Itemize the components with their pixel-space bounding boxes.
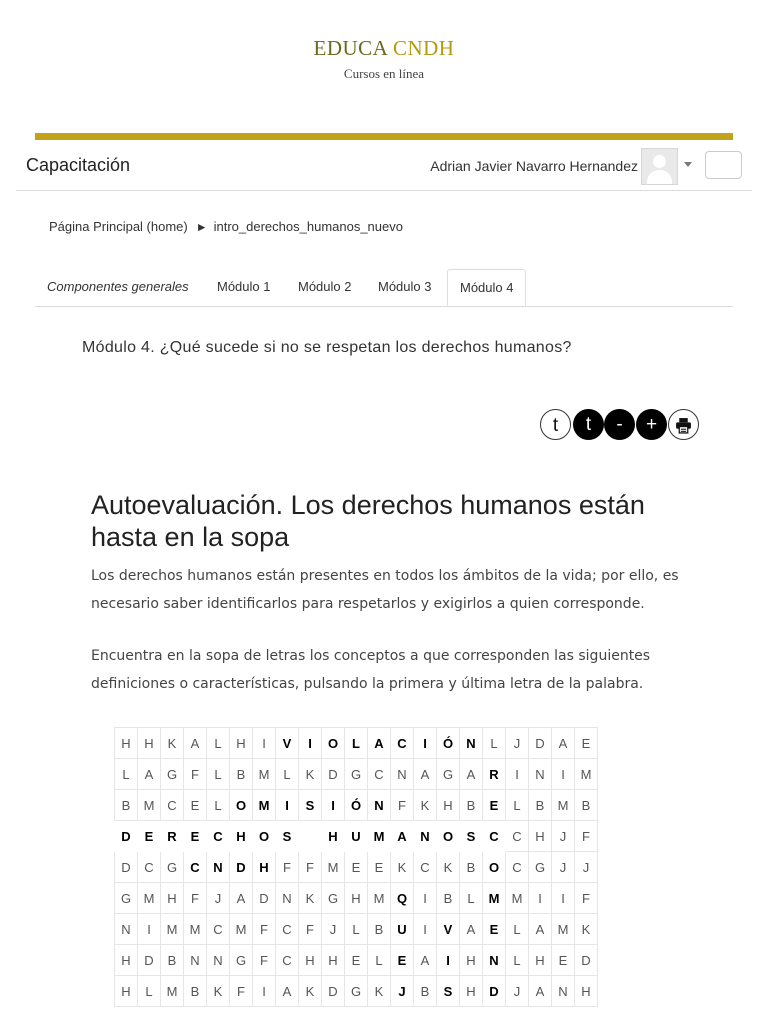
word-search-cell[interactable]: C <box>207 914 230 945</box>
word-search-cell[interactable]: A <box>414 759 437 790</box>
word-search-cell[interactable]: O <box>442 828 454 844</box>
module-tabs <box>35 269 733 307</box>
word-search-cell[interactable]: H <box>161 883 184 914</box>
word-search-cell[interactable]: E <box>483 914 506 945</box>
word-search-cell[interactable]: I <box>552 759 575 790</box>
word-search-cell[interactable]: I <box>506 759 529 790</box>
word-search-cell[interactable]: G <box>230 945 253 976</box>
word-search-cell[interactable]: F <box>575 821 598 852</box>
word-search-cell[interactable]: I <box>437 945 460 976</box>
word-search-cell[interactable]: V <box>276 728 299 759</box>
word-search-cell[interactable]: H <box>322 945 345 976</box>
word-search-cell[interactable]: G <box>529 852 552 883</box>
word-search-cell[interactable]: H <box>253 852 276 883</box>
word-search-cell[interactable]: H <box>236 828 246 844</box>
tab-modulo-3[interactable]: Módulo 3 <box>378 279 432 294</box>
word-search-cell[interactable]: U <box>351 828 361 844</box>
word-search-cell[interactable]: C <box>276 945 299 976</box>
word-search-cell[interactable]: H <box>328 828 338 844</box>
word-search-cell[interactable]: F <box>299 852 322 883</box>
word-search-cell[interactable]: E <box>575 728 598 759</box>
word-search-cell[interactable]: B <box>575 790 598 821</box>
word-search-cell[interactable]: C <box>368 759 391 790</box>
word-search-cell[interactable]: I <box>253 728 276 759</box>
word-search-cell[interactable]: K <box>437 852 460 883</box>
word-search-row <box>115 914 598 945</box>
word-search-cell[interactable]: M <box>230 914 253 945</box>
word-search-cell[interactable]: A <box>529 914 552 945</box>
word-search-cell[interactable]: N <box>391 759 414 790</box>
word-search-cell[interactable]: I <box>414 883 437 914</box>
activity-instructions: Encuentra en la sopa de letras los conceptos a que corresponden las siguientes definiciones o características, pulsando la primera y última letra de la palabra. <box>91 648 651 692</box>
word-search-row <box>115 790 598 821</box>
word-search-cell[interactable]: H <box>138 728 161 759</box>
word-search-cell[interactable]: L <box>207 790 230 821</box>
word-search-cell[interactable]: E <box>391 945 414 976</box>
site-logo[interactable] <box>0 36 768 61</box>
word-search-cell[interactable]: N <box>529 759 552 790</box>
word-search-cell[interactable]: A <box>460 914 483 945</box>
word-search-cell[interactable]: S <box>282 828 292 844</box>
word-search-cell[interactable]: J <box>207 883 230 914</box>
word-search-cell[interactable]: N <box>420 828 430 844</box>
word-search-cell[interactable]: I <box>253 976 276 1007</box>
navbar-brand[interactable]: Capacitación <box>26 155 131 175</box>
word-search-cell[interactable]: L <box>207 728 230 759</box>
word-search-cell[interactable]: N <box>460 728 483 759</box>
word-search-cell[interactable]: F <box>276 852 299 883</box>
word-search-cell[interactable]: G <box>115 883 138 914</box>
top-navbar <box>16 142 752 191</box>
word-search-cell[interactable]: V <box>437 914 460 945</box>
word-search-cell[interactable]: D <box>483 976 506 1007</box>
word-search-cell[interactable]: L <box>506 945 529 976</box>
word-search-cell[interactable]: N <box>207 945 230 976</box>
word-search-cell[interactable]: F <box>253 914 276 945</box>
word-search-cell[interactable]: F <box>253 945 276 976</box>
word-search-cell[interactable]: L <box>460 883 483 914</box>
word-search-cell[interactable]: B <box>437 883 460 914</box>
word-search-cell[interactable]: D <box>529 728 552 759</box>
word-search-cell[interactable]: M <box>322 852 345 883</box>
word-search-cell[interactable]: H <box>115 728 138 759</box>
word-search-cell[interactable]: C <box>414 852 437 883</box>
word-search-cell[interactable]: J <box>322 914 345 945</box>
word-search-row <box>115 883 598 914</box>
word-search-cell[interactable]: U <box>391 914 414 945</box>
word-search-cell[interactable]: O <box>322 728 345 759</box>
word-search-cell[interactable]: M <box>368 883 391 914</box>
word-search-cell[interactable]: L <box>345 914 368 945</box>
word-search-row <box>115 976 598 1007</box>
activity-title: Autoevaluación. Los derechos humanos están hasta en la sopa <box>91 490 645 552</box>
word-search-cell[interactable]: A <box>230 883 253 914</box>
word-search-cell[interactable]: N <box>276 883 299 914</box>
word-search-cell[interactable]: Ó <box>345 790 368 821</box>
word-search-cell[interactable]: I <box>299 728 322 759</box>
avatar-head-shape <box>653 155 666 168</box>
site-tagline: Cursos en línea <box>343 66 425 81</box>
word-search-cell[interactable]: G <box>437 759 460 790</box>
logo-word-cndh: CNDH <box>392 36 455 60</box>
word-search-cell[interactable]: B <box>460 852 483 883</box>
word-search-cell[interactable]: B <box>460 790 483 821</box>
word-search-cell[interactable]: J <box>506 976 529 1007</box>
word-search-cell[interactable]: F <box>391 790 414 821</box>
word-search-cell[interactable]: S <box>466 828 476 844</box>
word-search-row <box>115 945 598 976</box>
word-search-cell[interactable]: D <box>115 852 138 883</box>
word-search-cell[interactable]: C <box>138 852 161 883</box>
word-search-cell[interactable]: H <box>115 945 138 976</box>
word-search-cell[interactable]: E <box>144 828 154 844</box>
tab-componentes-generales[interactable]: Componentes generales <box>47 279 189 294</box>
word-search-cell[interactable]: H <box>575 976 598 1007</box>
word-search-cell[interactable]: R <box>167 828 177 844</box>
zoom-in-button[interactable]: + <box>636 409 667 440</box>
word-search-cell[interactable]: A <box>414 945 437 976</box>
word-search-cell[interactable]: I <box>529 883 552 914</box>
word-search-cell[interactable]: A <box>460 759 483 790</box>
word-search-cell[interactable]: Ó <box>437 728 460 759</box>
word-search-cell[interactable]: D <box>230 852 253 883</box>
breadcrumb-home[interactable]: Página Principal (home) <box>49 219 188 234</box>
word-search-cell[interactable]: M <box>506 883 529 914</box>
font-bold-button[interactable]: t <box>573 409 604 440</box>
word-search-cell[interactable]: N <box>115 914 138 945</box>
word-search-cell[interactable]: H <box>230 728 253 759</box>
word-search-cell[interactable]: D <box>253 883 276 914</box>
word-search-cell[interactable]: D <box>575 945 598 976</box>
word-search-row <box>115 852 598 883</box>
word-search-cell[interactable]: K <box>368 976 391 1007</box>
word-search-row <box>115 759 598 790</box>
word-search-cell[interactable]: G <box>322 883 345 914</box>
logo-word-educa: EDUCA <box>313 36 388 60</box>
word-search-cell[interactable]: A <box>138 759 161 790</box>
word-search-cell[interactable]: H <box>460 945 483 976</box>
word-search-cell[interactable]: B <box>368 914 391 945</box>
word-search-cell[interactable]: L <box>345 728 368 759</box>
word-search-cell[interactable]: A <box>276 976 299 1007</box>
word-search-cell[interactable]: F <box>575 883 598 914</box>
word-search-cell[interactable]: M <box>161 976 184 1007</box>
word-search-cell[interactable]: H <box>299 945 322 976</box>
word-search-cell[interactable]: K <box>207 976 230 1007</box>
word-search-cell[interactable]: B <box>115 790 138 821</box>
word-search-cell[interactable]: H <box>529 821 552 852</box>
word-search-cell[interactable]: K <box>299 759 322 790</box>
word-search-cell[interactable]: M <box>575 759 598 790</box>
word-search-cell[interactable]: K <box>414 790 437 821</box>
word-search-cell[interactable]: S <box>437 976 460 1007</box>
word-search-cell[interactable]: M <box>161 914 184 945</box>
module-heading: Módulo 4. ¿Qué sucede si no se respetan los derechos humanos? <box>82 339 572 356</box>
word-search-cell[interactable]: C <box>276 914 299 945</box>
word-search-row <box>115 821 598 852</box>
word-search-cell[interactable]: N <box>184 945 207 976</box>
word-search-cell[interactable]: F <box>184 759 207 790</box>
word-search-cell[interactable]: B <box>161 945 184 976</box>
activity-intro: Los derechos humanos están presentes en todos los ámbitos de la vida; por ello, es necesario saber identificarlos para respetarlos y exigirlos a quien corresponde. <box>91 568 679 612</box>
word-search-cell[interactable]: M <box>483 883 506 914</box>
zoom-out-button[interactable]: - <box>604 409 635 440</box>
word-search-cell[interactable]: M <box>552 790 575 821</box>
header-divider-bar <box>35 133 733 140</box>
breadcrumb-course[interactable]: intro_derechos_humanos_nuevo <box>213 219 403 234</box>
word-search-cell[interactable]: B <box>230 759 253 790</box>
word-search-cell[interactable]: I <box>552 883 575 914</box>
word-search-cell[interactable]: O <box>230 790 253 821</box>
word-search-cell[interactable]: B <box>529 790 552 821</box>
word-search-cell[interactable] <box>299 821 322 852</box>
font-normal-button[interactable]: t <box>540 409 571 440</box>
word-search-cell[interactable]: L <box>138 976 161 1007</box>
print-button[interactable] <box>668 409 699 440</box>
word-search-cell[interactable]: C <box>506 821 529 852</box>
word-search-cell[interactable]: G <box>345 759 368 790</box>
word-search-cell[interactable]: R <box>483 759 506 790</box>
word-search-cell[interactable]: O <box>258 828 270 844</box>
word-search-cell[interactable]: M <box>253 790 276 821</box>
word-search-cell[interactable]: L <box>276 759 299 790</box>
word-search-cell[interactable]: A <box>529 976 552 1007</box>
word-search-cell[interactable]: F <box>184 883 207 914</box>
word-search-cell[interactable]: I <box>138 914 161 945</box>
word-search-cell[interactable]: S <box>299 790 322 821</box>
word-search-cell[interactable]: K <box>575 914 598 945</box>
tab-modulo-4[interactable]: Módulo 4 <box>447 269 526 306</box>
word-search-cell[interactable]: H <box>437 790 460 821</box>
word-search-cell[interactable]: I <box>414 728 437 759</box>
chevron-down-icon[interactable] <box>684 162 692 167</box>
word-search-cell[interactable]: D <box>138 945 161 976</box>
word-search-cell[interactable]: A <box>552 728 575 759</box>
word-search-grid <box>114 727 598 1007</box>
word-search-cell[interactable]: B <box>184 976 207 1007</box>
word-search-cell[interactable]: L <box>506 790 529 821</box>
user-avatar-icon[interactable] <box>641 148 678 185</box>
word-search-cell[interactable]: G <box>345 976 368 1007</box>
breadcrumb-separator-icon: ► <box>195 220 208 234</box>
word-search-cell[interactable]: G <box>161 852 184 883</box>
word-search-cell[interactable]: B <box>414 976 437 1007</box>
word-search-cell[interactable]: L <box>115 759 138 790</box>
word-search-cell[interactable]: K <box>299 883 322 914</box>
word-search-cell[interactable]: C <box>489 828 499 844</box>
word-search-cell[interactable]: L <box>207 759 230 790</box>
word-search-cell[interactable]: M <box>138 790 161 821</box>
word-search-cell[interactable]: C <box>161 790 184 821</box>
word-search-cell[interactable]: E <box>552 945 575 976</box>
word-search-cell[interactable]: J <box>506 728 529 759</box>
word-search-cell[interactable]: F <box>230 976 253 1007</box>
word-search-cell[interactable]: I <box>276 790 299 821</box>
word-search-cell[interactable]: H <box>460 976 483 1007</box>
word-search-cell[interactable]: H <box>529 945 552 976</box>
word-search-cell[interactable]: A <box>397 828 407 844</box>
avatar-body-shape <box>647 170 672 185</box>
word-search-cell[interactable]: Q <box>391 883 414 914</box>
breadcrumb <box>49 219 403 234</box>
word-search-cell[interactable]: H <box>115 976 138 1007</box>
word-search-cell[interactable]: C <box>184 852 207 883</box>
word-search-cell[interactable]: M <box>138 883 161 914</box>
word-search-cell[interactable]: N <box>207 852 230 883</box>
word-search-cell[interactable]: J <box>391 976 414 1007</box>
word-search-cell[interactable]: A <box>184 728 207 759</box>
word-search-cell[interactable]: J <box>552 821 575 852</box>
word-search-cell[interactable]: N <box>552 976 575 1007</box>
menu-toggle-button[interactable] <box>705 151 742 179</box>
word-search-cell[interactable]: L <box>506 914 529 945</box>
word-search-cell[interactable]: K <box>299 976 322 1007</box>
word-search-cell[interactable]: E <box>345 852 368 883</box>
word-search-cell[interactable]: E <box>345 945 368 976</box>
word-search-cell[interactable]: H <box>345 883 368 914</box>
word-search-cell[interactable]: L <box>483 728 506 759</box>
word-search-row <box>115 728 598 759</box>
word-search-cell[interactable]: I <box>322 790 345 821</box>
word-search-cell[interactable]: O <box>483 852 506 883</box>
word-search-cell[interactable]: J <box>552 852 575 883</box>
word-search-cell[interactable]: M <box>373 828 385 844</box>
tab-modulo-2[interactable]: Módulo 2 <box>298 279 352 294</box>
word-search-cell[interactable]: E <box>184 790 207 821</box>
word-search-cell[interactable]: N <box>483 945 506 976</box>
word-search-cell[interactable]: C <box>506 852 529 883</box>
word-search-cell[interactable]: M <box>253 759 276 790</box>
word-search-cell[interactable]: E <box>368 852 391 883</box>
word-search-cell[interactable]: J <box>575 852 598 883</box>
word-search-cell[interactable]: I <box>414 914 437 945</box>
word-search-cell[interactable]: D <box>322 759 345 790</box>
word-search-cell[interactable]: F <box>299 914 322 945</box>
word-search-cell[interactable]: N <box>368 790 391 821</box>
user-name[interactable]: Adrian Javier Navarro Hernandez <box>430 158 638 174</box>
word-search-cell[interactable]: G <box>161 759 184 790</box>
word-search-cell[interactable]: L <box>368 945 391 976</box>
word-search-cell[interactable]: M <box>184 914 207 945</box>
word-search-cell[interactable]: C <box>391 728 414 759</box>
printer-icon <box>675 417 692 434</box>
word-search-cell[interactable]: K <box>391 852 414 883</box>
word-search-cell[interactable]: M <box>552 914 575 945</box>
word-search-cell[interactable]: D <box>121 828 131 844</box>
word-search-cell[interactable]: K <box>161 728 184 759</box>
word-search-cell[interactable]: E <box>483 790 506 821</box>
word-search-cell[interactable]: C <box>213 828 223 844</box>
word-search-cell[interactable]: A <box>368 728 391 759</box>
word-search-cell[interactable]: D <box>322 976 345 1007</box>
tab-modulo-1[interactable]: Módulo 1 <box>217 279 271 294</box>
word-search-cell[interactable]: E <box>190 828 200 844</box>
